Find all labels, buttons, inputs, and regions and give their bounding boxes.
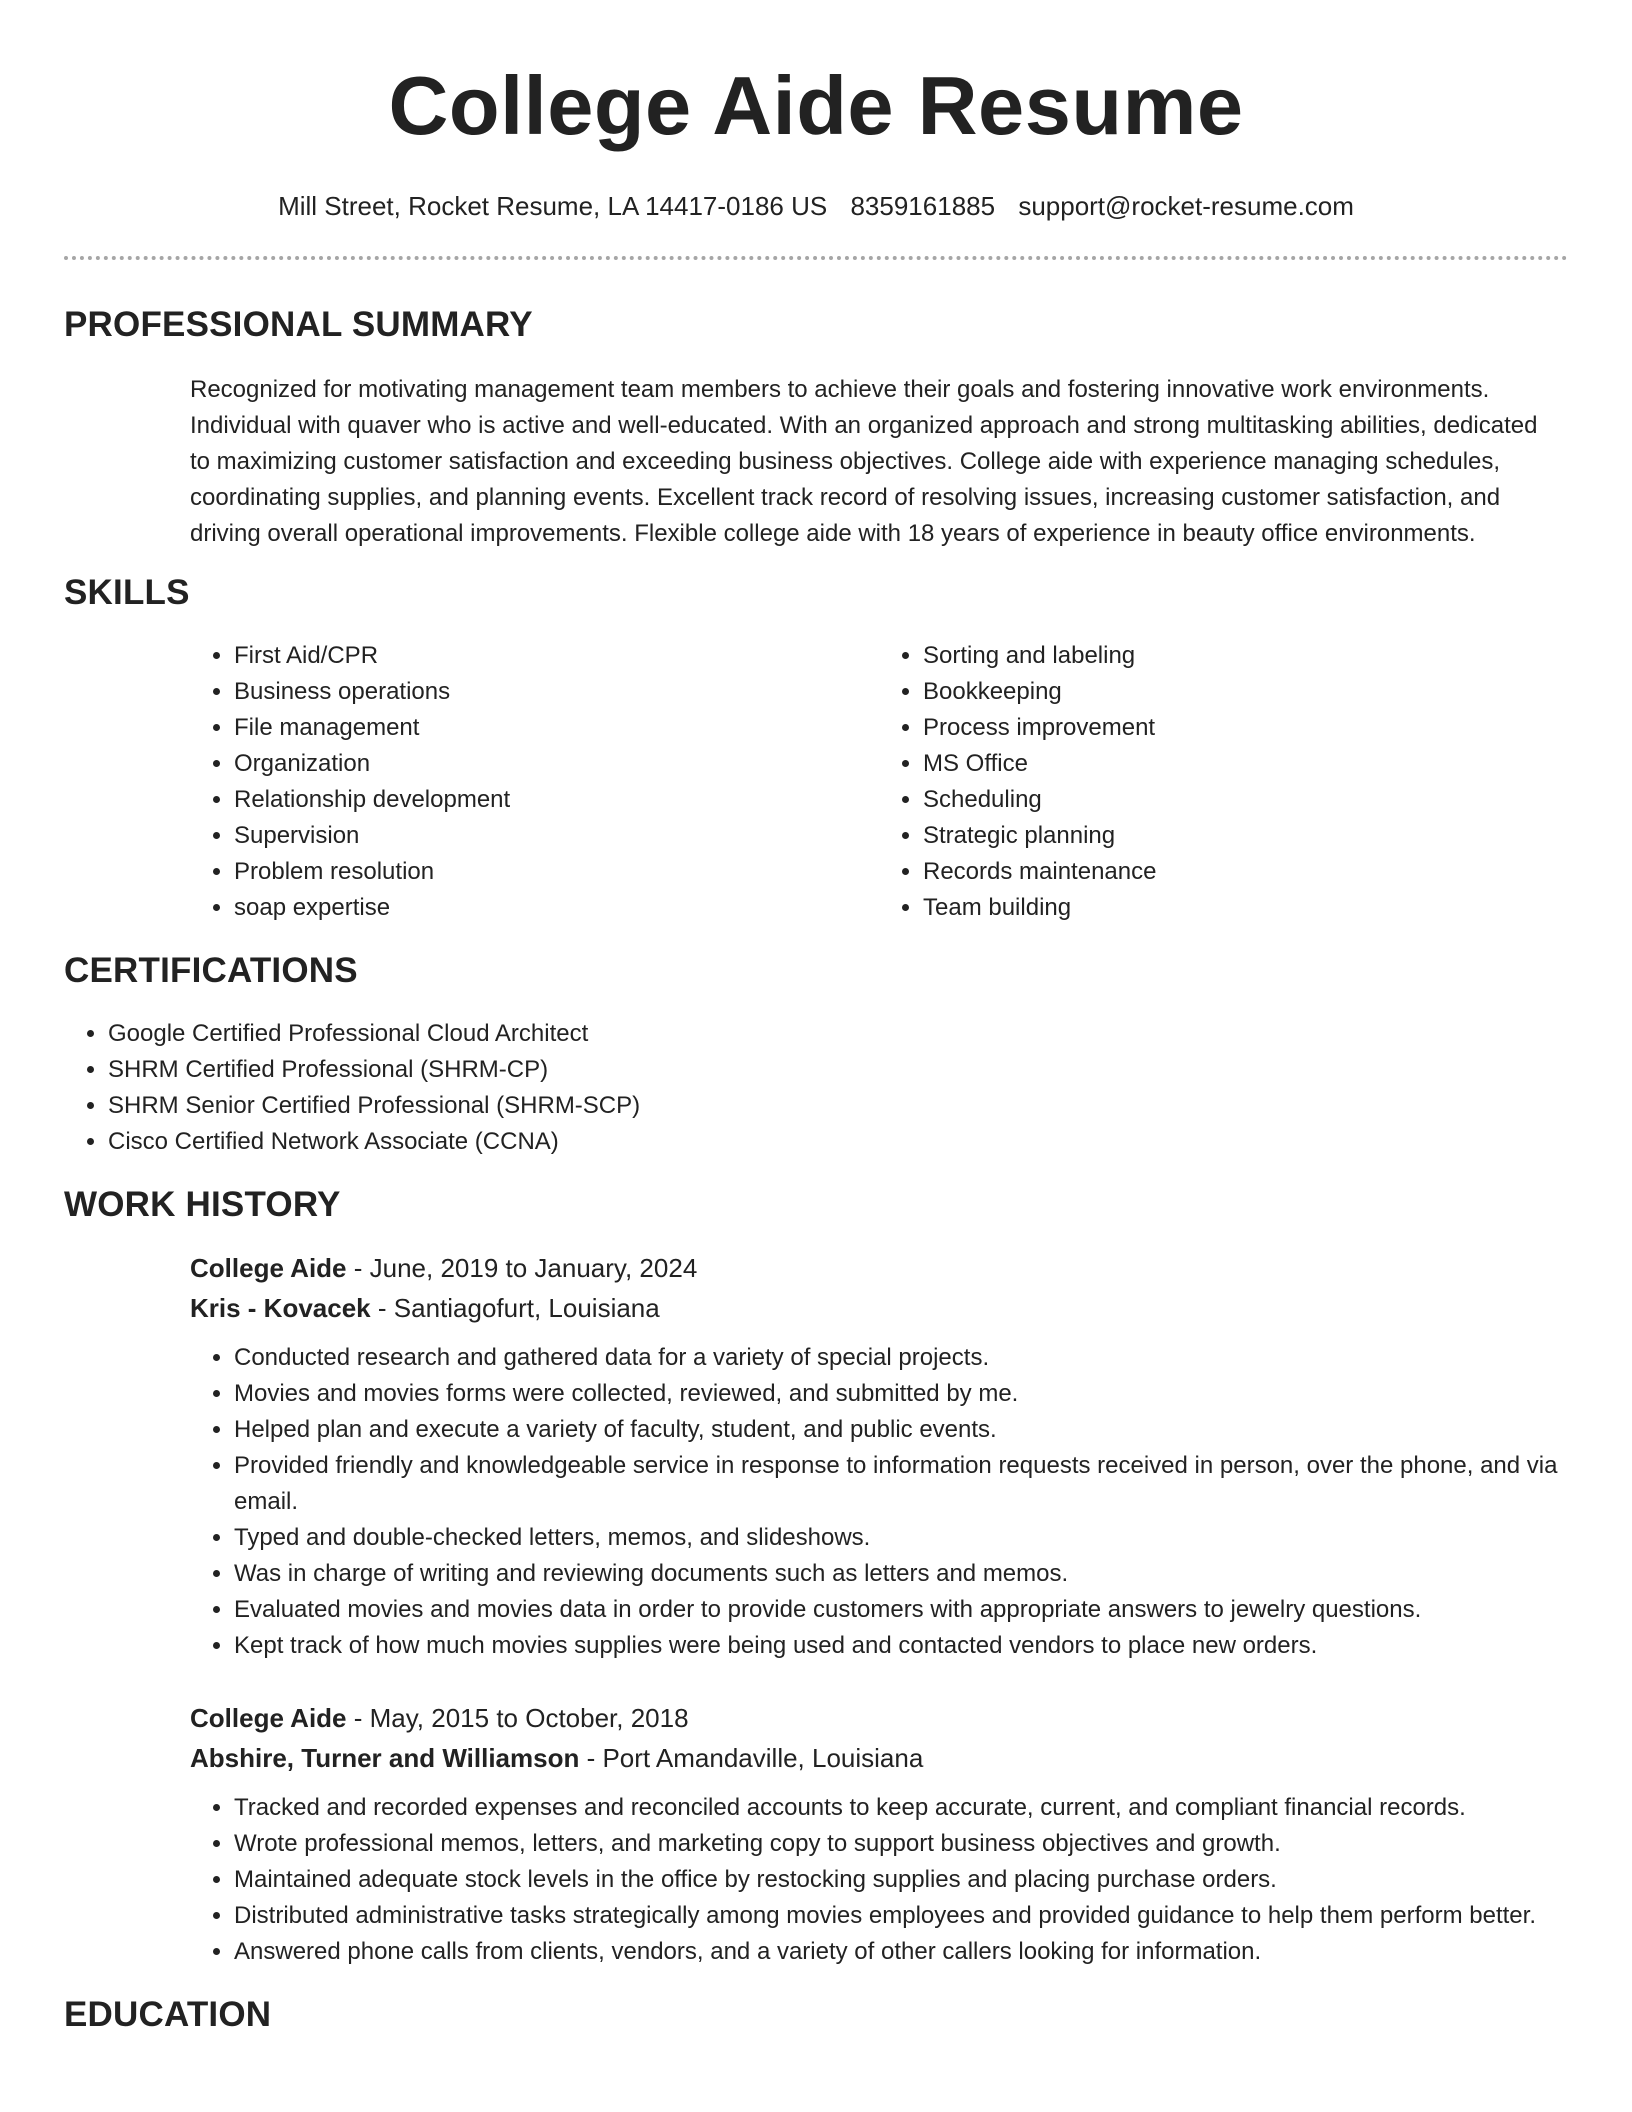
skill-item: • Supervision	[234, 818, 879, 854]
skills-right-list	[879, 638, 1568, 926]
job-duties-list	[190, 1790, 1568, 1970]
job-duty: • Tracked and recorded expenses and reconciled accounts to keep accurate, current, and compliant financial records.	[234, 1790, 1568, 1826]
job-location: - Santiagofurt, Louisiana	[370, 1293, 660, 1323]
certification-item: • Google Certified Professional Cloud Architect	[108, 1016, 1568, 1052]
contact-address: Mill Street, Rocket Resume, LA 14417-0186 US	[278, 191, 828, 221]
skill-item: • Problem resolution	[234, 854, 879, 890]
job-title-line	[190, 1698, 1568, 1738]
job-duty: • Typed and double-checked letters, memos, and slideshows.	[234, 1520, 1568, 1556]
skill-item: • Team building	[923, 890, 1568, 926]
header-divider	[64, 256, 1568, 260]
job-company-line	[190, 1738, 1568, 1778]
certifications-heading: CERTIFICATIONS	[64, 951, 358, 990]
contact-line	[64, 190, 1568, 222]
certification-item: • Cisco Certified Network Associate (CCNA)	[108, 1124, 1568, 1160]
job-company-line	[190, 1288, 1568, 1328]
job-title: College Aide	[190, 1703, 347, 1733]
skills-grid	[190, 638, 1568, 926]
skill-item: • Relationship development	[234, 782, 879, 818]
job-duties-list	[190, 1340, 1568, 1664]
job-location: - Port Amandaville, Louisiana	[579, 1743, 924, 1773]
work-history-section	[64, 1184, 1568, 1970]
skills-heading: SKILLS	[64, 573, 190, 612]
education-heading: EDUCATION	[64, 1995, 272, 2034]
skill-item: • Process improvement	[923, 710, 1568, 746]
skill-item: • Records maintenance	[923, 854, 1568, 890]
job-entry	[190, 1248, 1568, 1664]
skill-item: • Bookkeeping	[923, 674, 1568, 710]
skill-item: • File management	[234, 710, 879, 746]
contact-phone: 8359161885	[850, 191, 996, 221]
skill-item: • Organization	[234, 746, 879, 782]
job-title: College Aide	[190, 1253, 347, 1283]
job-duty: • Kept track of how much movies supplies were being used and contacted vendors to place new orders.	[234, 1628, 1568, 1664]
summary-section	[64, 304, 1568, 552]
job-company: Kris - Kovacek	[190, 1293, 371, 1323]
skill-item: • soap expertise	[234, 890, 879, 926]
certification-item: • SHRM Certified Professional (SHRM-CP)	[108, 1052, 1568, 1088]
job-dates: - May, 2015 to October, 2018	[346, 1703, 689, 1733]
summary-text: Recognized for motivating management team members to achieve their goals and fostering innovative work environments. Individual with quaver who is active and well-educated. With an organized approach and strong multitasking abilities, dedicated to maximizing customer satisfaction and exceeding business objectives. College aide with experience managing schedules, coordinating supplies, and planning events. Excellent track record of resolving issues, increasing customer satisfaction, and driving overall operational improvements. Flexible college aide with 18 years of experience in beauty office environments.	[190, 376, 1538, 547]
job-duty: • Provided friendly and knowledgeable service in response to information requests received in person, over the phone, and via email.	[234, 1448, 1568, 1520]
job-duty: • Evaluated movies and movies data in order to provide customers with appropriate answers to jewelry questions.	[234, 1592, 1568, 1628]
job-duty: • Conducted research and gathered data for a variety of special projects.	[234, 1340, 1568, 1376]
job-duty: • Movies and movies forms were collected, reviewed, and submitted by me.	[234, 1376, 1568, 1412]
skill-item: • Strategic planning	[923, 818, 1568, 854]
job-duty: • Was in charge of writing and reviewing documents such as letters and memos.	[234, 1556, 1568, 1592]
skill-item: • Business operations	[234, 674, 879, 710]
work-history-heading: WORK HISTORY	[64, 1185, 341, 1224]
skills-section	[64, 572, 1568, 926]
certifications-list	[64, 1016, 1568, 1160]
job-duty: • Wrote professional memos, letters, and marketing copy to support business objectives and growth.	[234, 1826, 1568, 1862]
certification-item: • SHRM Senior Certified Professional (SHRM-SCP)	[108, 1088, 1568, 1124]
skills-left-list	[190, 638, 879, 926]
skill-item: • MS Office	[923, 746, 1568, 782]
resume-title: College Aide Resume	[388, 59, 1244, 152]
skill-item: • First Aid/CPR	[234, 638, 879, 674]
skill-item: • Scheduling	[923, 782, 1568, 818]
job-duty: • Maintained adequate stock levels in the office by restocking supplies and placing purchase orders.	[234, 1862, 1568, 1898]
skill-item: • Sorting and labeling	[923, 638, 1568, 674]
job-duty: • Answered phone calls from clients, vendors, and a variety of other callers looking for information.	[234, 1934, 1568, 1970]
job-dates: - June, 2019 to January, 2024	[346, 1253, 698, 1283]
job-duty: • Helped plan and execute a variety of faculty, student, and public events.	[234, 1412, 1568, 1448]
contact-email: support@rocket-resume.com	[1018, 191, 1354, 221]
certifications-section	[64, 950, 1568, 1160]
education-section	[64, 1994, 1568, 2036]
job-duty: • Distributed administrative tasks strategically among movies employees and provided guidance to help them perform better.	[234, 1898, 1568, 1934]
job-company: Abshire, Turner and Williamson	[190, 1743, 580, 1773]
summary-heading: PROFESSIONAL SUMMARY	[64, 305, 533, 344]
job-entry	[190, 1698, 1568, 1970]
resume-page	[64, 0, 1568, 2036]
job-title-line	[190, 1248, 1568, 1288]
